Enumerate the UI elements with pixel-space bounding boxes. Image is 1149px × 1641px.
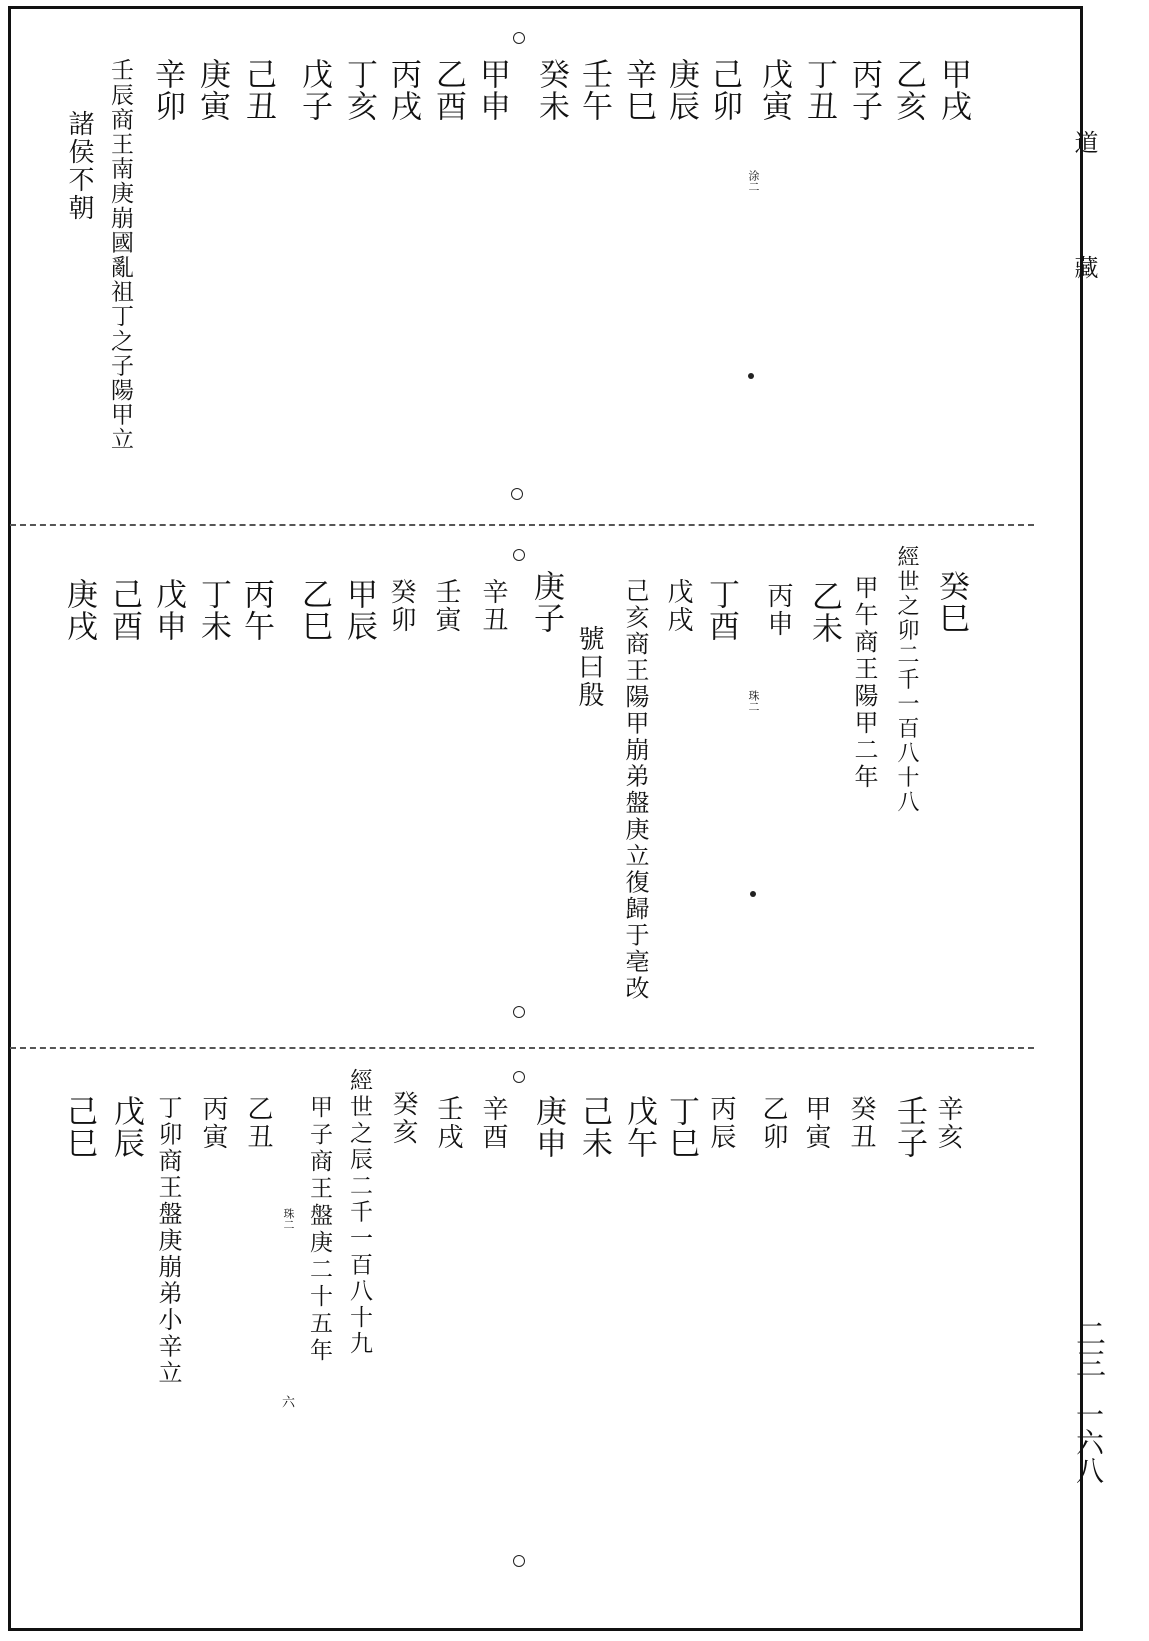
panel3-column-14: 經世之辰二千一百八十九 <box>346 1068 372 1358</box>
panel2-column-10: 庚子 <box>528 570 564 634</box>
panel3-column-4: 甲寅 <box>801 1095 831 1151</box>
panel2-column-20: 庚戌 <box>61 578 97 642</box>
panel2-ink-mark <box>750 891 756 897</box>
binding-hole <box>513 32 525 44</box>
binding-hole <box>513 1071 525 1083</box>
panel1-column-19: 壬辰商王南庚崩國亂祖丁之子陽甲立 <box>107 58 133 452</box>
panel2-column-18: 戊申 <box>150 578 186 642</box>
panel2-column-4: 乙未 <box>806 580 842 644</box>
panel1-column-8: 辛巳 <box>620 58 656 122</box>
binding-hole <box>511 488 523 500</box>
panel1-column-14: 丁亥 <box>341 58 377 122</box>
panel2-column-1: 癸巳 <box>933 570 969 634</box>
panel2-column-9: 號曰殷 <box>574 625 604 709</box>
binding-hole <box>513 1555 525 1567</box>
panel1-column-17: 庚寅 <box>194 58 230 122</box>
panel3-column-17: 丙寅 <box>198 1095 228 1151</box>
panel1-column-7: 庚辰 <box>663 58 699 122</box>
panel2-column-17: 丁未 <box>195 578 231 642</box>
panel2-column-15: 乙巳 <box>296 578 332 642</box>
panel2-column-6: 丁酉 <box>703 578 739 642</box>
panel2-column-5: 丙申 <box>763 582 793 638</box>
panel1-column-5: 戊寅 <box>756 58 792 122</box>
panel3-column-18: 丁卯商王盤庚崩弟小辛立 <box>154 1095 182 1387</box>
panel2-column-16: 丙午 <box>238 578 274 642</box>
panel1-column-18: 辛卯 <box>149 58 185 122</box>
panel1-column-12: 乙酉 <box>430 58 466 122</box>
panel1-column-4: 丁丑 <box>801 58 837 122</box>
panel1-column-10: 癸未 <box>533 58 569 122</box>
panel1-column-15: 戊子 <box>296 58 332 122</box>
panel3-column-10: 庚申 <box>530 1095 566 1159</box>
panel1-column-1: 甲戌 <box>935 58 971 122</box>
panel2-column-3: 甲午商王陽甲二年 <box>850 575 878 791</box>
binding-hole <box>513 549 525 561</box>
page-frame <box>8 6 1083 1631</box>
panel3-column-8: 戊午 <box>621 1095 657 1159</box>
panel2-column-11: 辛丑 <box>478 578 508 634</box>
panel2-column-7: 戊戌 <box>663 578 693 634</box>
panel3-column-19: 戊辰 <box>108 1095 144 1159</box>
panel3-column-16: 乙丑 <box>243 1095 273 1151</box>
panel1-ink-mark <box>748 373 754 379</box>
panel2-column-8: 己亥商王陽甲崩弟盤庚立復歸于亳改 <box>621 578 649 1002</box>
panel1-small-mark: 涂二 <box>747 170 760 192</box>
panel3-column-20: 己巳 <box>61 1095 97 1159</box>
panel3-bottom-mark: 六 <box>279 1395 294 1408</box>
panel2-column-19: 己酉 <box>106 578 142 642</box>
panel-divider-bottom <box>10 1047 1034 1049</box>
panel1-column-13: 丙戌 <box>385 58 421 122</box>
margin-page-number-bottom: 一六八 <box>1072 1400 1105 1484</box>
panel1-column-9: 壬午 <box>576 58 612 122</box>
panel3-column-9: 己未 <box>576 1095 612 1159</box>
panel2-column-14: 甲辰 <box>341 578 377 642</box>
margin-title-dao: 道 <box>1070 130 1098 154</box>
panel2-column-13: 癸卯 <box>386 578 416 634</box>
panel3-column-13: 癸亥 <box>388 1090 418 1146</box>
margin-page-number-top: 二三 <box>1070 1318 1105 1378</box>
panel2-small-mark: 珠二 <box>747 690 760 712</box>
panel3-column-2: 壬子 <box>891 1095 927 1159</box>
panel-divider-top <box>10 524 1034 526</box>
panel3-column-3: 癸丑 <box>846 1095 876 1151</box>
panel3-column-12: 壬戌 <box>433 1095 463 1151</box>
panel1-column-3: 丙子 <box>846 58 882 122</box>
margin-title-zang: 藏 <box>1070 255 1098 279</box>
panel2-column-12: 壬寅 <box>431 578 461 634</box>
panel3-column-15: 甲子商王盤庚二十五年 <box>306 1095 332 1365</box>
panel1-note: 諸侯不朝 <box>64 110 94 222</box>
panel1-column-6: 己卯 <box>706 58 742 122</box>
panel1-column-2: 乙亥 <box>890 58 926 122</box>
panel3-column-11: 辛酉 <box>478 1095 508 1151</box>
panel1-column-11: 甲申 <box>474 58 510 122</box>
panel3-column-7: 丁巳 <box>663 1095 699 1159</box>
binding-hole <box>513 1006 525 1018</box>
panel3-column-6: 丙辰 <box>706 1095 736 1151</box>
panel2-column-2: 經世之卯二千一百八十八 <box>894 545 919 815</box>
panel3-column-1: 辛亥 <box>933 1095 963 1151</box>
panel3-column-5: 乙卯 <box>758 1095 788 1151</box>
panel1-column-16: 己丑 <box>240 58 276 122</box>
panel3-small-mark: 珠二 <box>282 1208 295 1230</box>
